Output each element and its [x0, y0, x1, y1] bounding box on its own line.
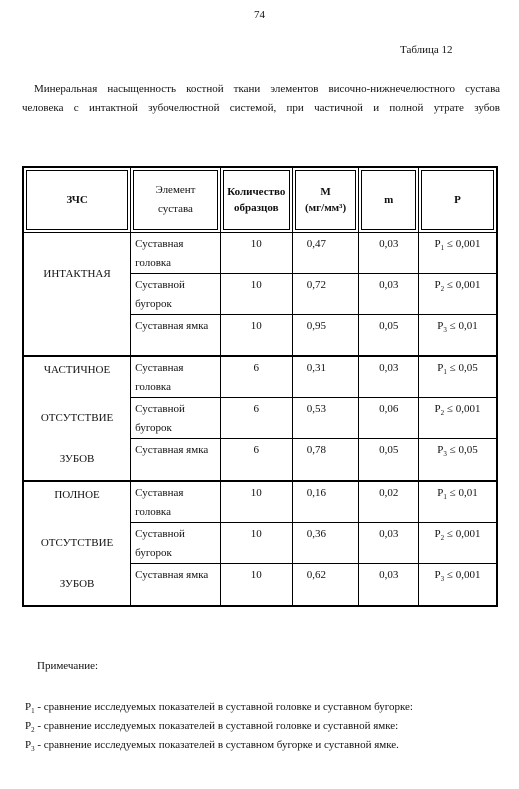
table-row [23, 356, 497, 398]
group-label-line: ОТСУТСТВИЕ [40, 411, 114, 424]
group-label-line: ПОЛНОЕ [54, 488, 100, 501]
cell-element: Суставной бугорок [131, 523, 221, 564]
table-body [23, 233, 497, 606]
cell-M: 0,16 [292, 481, 359, 523]
cell-p: $P_2 \le 0,001$ [418, 398, 497, 439]
data-table [22, 166, 498, 607]
cell-p: $P_1 \le 0,001$ [418, 233, 497, 274]
cell-count: 10 [220, 315, 292, 356]
group-label [23, 481, 131, 606]
note-3: $P_3$ - сравнение исследуемых показателей в суставном бугорке и суставной ямке. [25, 739, 399, 754]
cell-M: 0,31 [292, 356, 359, 398]
cell-M: 0,95 [292, 315, 359, 356]
table-label: Таблица 12 [400, 44, 453, 56]
group-label-line: ОТСУТСТВИЕ [40, 536, 114, 549]
cell-m: 0,05 [359, 315, 419, 356]
cell-M: 0,78 [292, 439, 359, 481]
cell-M: 0,53 [292, 398, 359, 439]
cell-p: $P_2 \le 0,001$ [418, 523, 497, 564]
header-p: Р [418, 167, 497, 233]
cell-p: $P_3 \le 0,001$ [418, 564, 497, 606]
cell-count: 6 [220, 398, 292, 439]
cell-m: 0,02 [359, 481, 419, 523]
cell-element: Суставная ямка [131, 564, 221, 606]
cell-element: Суставная головка [131, 481, 221, 523]
cell-m: 0,06 [359, 398, 419, 439]
header-m: m [359, 167, 419, 233]
cell-p: $P_2 \le 0,001$ [418, 274, 497, 315]
cell-m: 0,03 [359, 274, 419, 315]
cell-count: 10 [220, 233, 292, 274]
cell-M: 0,47 [292, 233, 359, 274]
cell-m: 0,05 [359, 439, 419, 481]
cell-m: 0,03 [359, 523, 419, 564]
table-header-row [23, 167, 497, 233]
cell-count: 6 [220, 356, 292, 398]
cell-element: Суставной бугорок [131, 398, 221, 439]
note-1: $P_1$ - сравнение исследуемых показателей в суставной головке и суставном бугорке: [25, 701, 413, 716]
cell-count: 10 [220, 564, 292, 606]
note-2: $P_2$ - сравнение исследуемых показателей в суставной головке и суставной ямке: [25, 720, 399, 735]
cell-count: 6 [220, 439, 292, 481]
header-zchs: ЗЧС [23, 167, 131, 233]
group-label-line: ЗУБОВ [59, 452, 95, 465]
cell-element: Суставная головка [131, 233, 221, 274]
cell-m: 0,03 [359, 233, 419, 274]
group-label-line: ЗУБОВ [59, 577, 95, 590]
group-label-line: ИНТАКТНАЯ [43, 268, 111, 280]
cell-M: 0,62 [292, 564, 359, 606]
cell-p: $P_3 \le 0,05$ [418, 439, 497, 481]
group-label [23, 233, 131, 356]
header-M: М (мг/мм³) [292, 167, 359, 233]
cell-count: 10 [220, 523, 292, 564]
page-number: 74 [254, 9, 265, 21]
header-count: Количество образцов [220, 167, 292, 233]
table-row [23, 233, 497, 274]
group-label-line: ЧАСТИЧНОЕ [43, 363, 111, 376]
cell-element: Суставная головка [131, 356, 221, 398]
group-label [23, 356, 131, 481]
cell-p: $P_3 \le 0,01$ [418, 315, 497, 356]
cell-p: $P_1 \le 0,05$ [418, 356, 497, 398]
cell-M: 0,36 [292, 523, 359, 564]
cell-M: 0,72 [292, 274, 359, 315]
cell-m: 0,03 [359, 356, 419, 398]
cell-element: Суставной бугорок [131, 274, 221, 315]
cell-count: 10 [220, 274, 292, 315]
table-row [23, 481, 497, 523]
cell-p: $P_1 \le 0,01$ [418, 481, 497, 523]
table-caption: Минеральная насыщенность костной ткани элементов височно-нижнечелюстного сустава человека с интактной зубочелюстной системой, при частичной и полной утрате зубов [22, 83, 500, 114]
cell-count: 10 [220, 481, 292, 523]
cell-element: Суставная ямка [131, 315, 221, 356]
cell-element: Суставная ямка [131, 439, 221, 481]
header-element: Элемент сустава [131, 167, 221, 233]
note-title: Примечание: [37, 660, 99, 672]
cell-m: 0,03 [359, 564, 419, 606]
